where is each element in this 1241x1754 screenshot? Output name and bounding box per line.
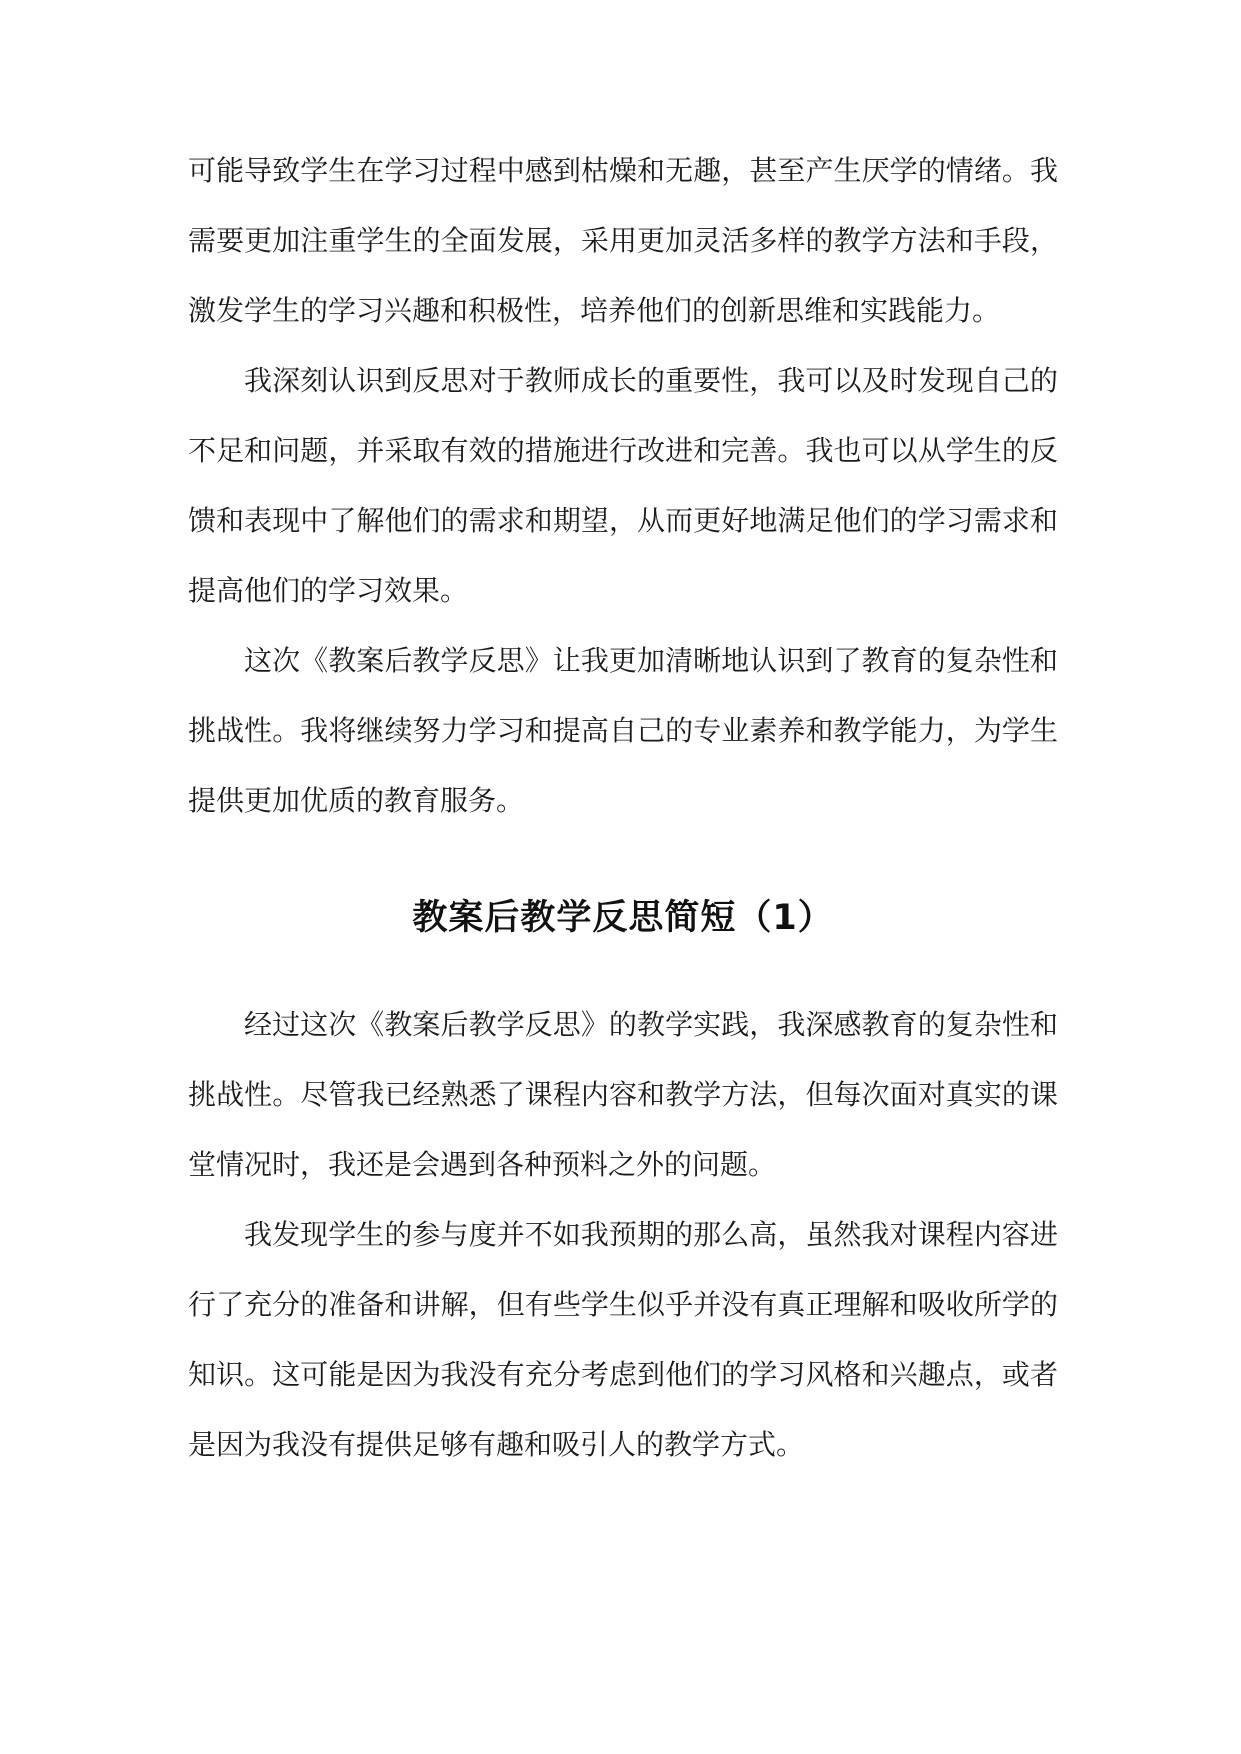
section-title: 教案后教学反思简短（1） [412, 898, 834, 938]
paragraph-reflection-importance: 我深刻认识到反思对于教师成长的重要性，我可以及时发现自己的不足和问题，并采取有效的措施进行改进和完善。我也可以从学生的反馈和表现中了解他们的需求和期望，从而更好地满足他们的学习需求和提高他们的学习效果。 [188, 364, 1058, 607]
paragraph-student-participation: 我发现学生的参与度并不如我预期的那么高，虽然我对课程内容进行了充分的准备和讲解，但有些学生似乎并没有真正理解和吸收所学的知识。这可能是因为我没有充分考虑到他们的学习风格和兴趣点，或者是因为我没有提供足够有趣和吸引人的教学方式。 [188, 1218, 1058, 1461]
paragraph-continued: 可能导致学生在学习过程中感到枯燥和无趣，甚至产生厌学的情绪。我需要更加注重学生的全面发展，采用更加灵活多样的教学方法和手段，激发学生的学习兴趣和积极性，培养他们的创新思维和实践能力。 [188, 154, 1058, 327]
document-content [188, 136, 1058, 1480]
paragraph-teaching-practice: 经过这次《教案后教学反思》的教学实践，我深感教育的复杂性和挑战性。尽管我已经熟悉了课程内容和教学方法，但每次面对真实的课堂情况时，我还是会遇到各种预料之外的问题。 [188, 1008, 1058, 1181]
paragraph-conclusion: 这次《教案后教学反思》让我更加清晰地认识到了教育的复杂性和挑战性。我将继续努力学习和提高自己的专业素养和教学能力，为学生提供更加优质的教育服务。 [188, 644, 1058, 817]
